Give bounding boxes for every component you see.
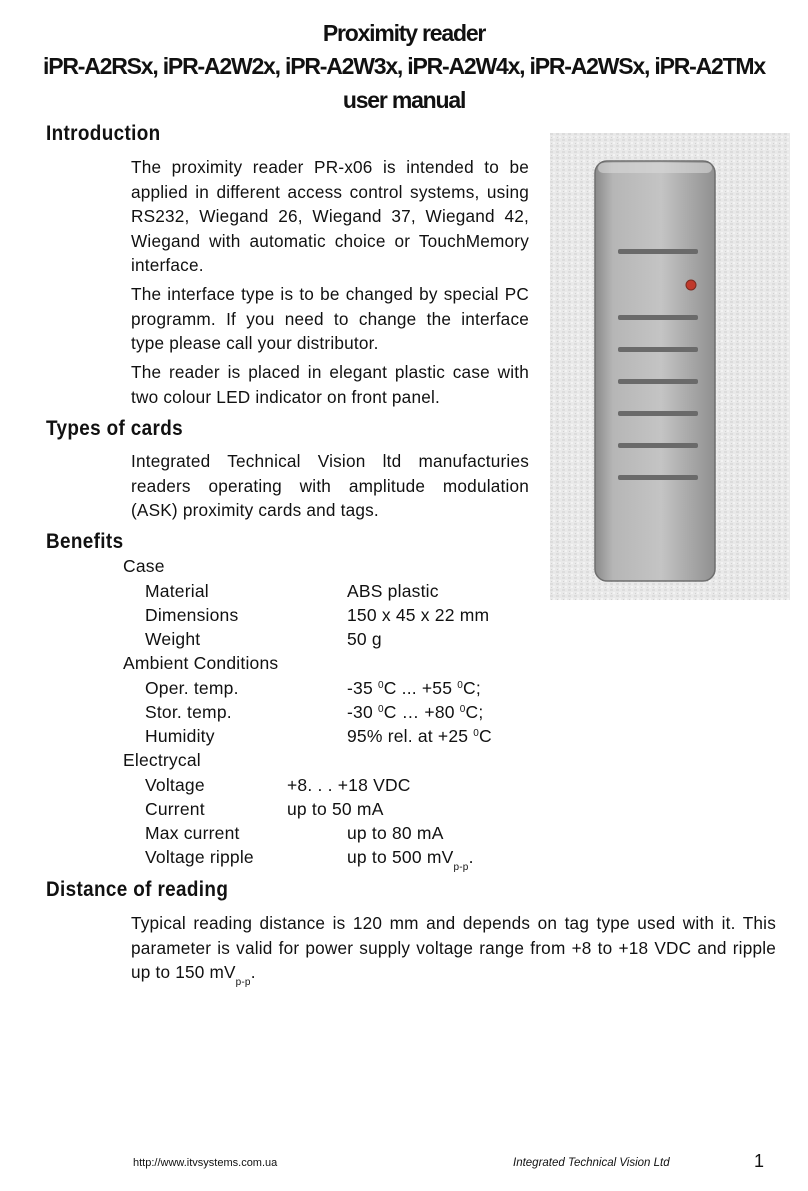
- spec-label-weight: Weight: [145, 629, 201, 649]
- spec-value-dimensions: 150 x 45 x 22 mm: [347, 605, 490, 625]
- heading-benefits: Benefits: [46, 530, 124, 553]
- spec-value-voltage: +8. . . +18 VDC: [287, 775, 411, 795]
- document-subtitle: user manual: [342, 87, 466, 113]
- spec-label-current: Current: [145, 799, 205, 819]
- spec-label-voltage: Voltage: [145, 775, 205, 795]
- footer-url[interactable]: http://www.itvsystems.com.ua: [133, 1157, 278, 1169]
- spec-value-stor-temp: -30 $^0$C … +80 $^0$C;: [347, 702, 484, 722]
- types-paragraph: Integrated Technical Vision ltd manufacturies readers operating with amplitude modulation (ASK) proximity cards and tags.: [131, 451, 529, 520]
- spec-value-current: up to 50 mA: [287, 799, 384, 819]
- spec-label-stor-temp: Stor. temp.: [145, 702, 232, 722]
- heading-types-of-cards: Types of cards: [46, 417, 184, 440]
- heading-distance-of-reading: Distance of reading: [46, 878, 229, 901]
- intro-paragraph-1: The proximity reader PR-x06 is intended to be applied in different access control systems, using RS232, Wiegand 26, Wiegand 37, Wiegand 42, Wiegand with automatic choice or TouchMemory interface.: [131, 157, 529, 275]
- footer-company: Integrated Technical Vision Ltd: [513, 1157, 670, 1169]
- spec-label-max-current: Max current: [145, 823, 240, 843]
- spec-label-humidity: Humidity: [145, 726, 215, 746]
- spec-group-ambient: Ambient Conditions: [123, 653, 279, 673]
- spec-value-material: ABS plastic: [347, 581, 439, 601]
- model-list: iPR-A2RSx, iPR-A2W2x, iPR-A2W3x, iPR-A2W4x, iPR-A2WSx, iPR-A2TMx: [43, 53, 765, 79]
- intro-paragraph-2: The interface type is to be changed by special PC programm. If you need to change the interface type please call your distributor.: [131, 284, 529, 353]
- spec-value-voltage-ripple: up to 500 $mV_{p-p}$.: [347, 847, 474, 873]
- spec-value-humidity: 95% rel. at +25 $^0$C: [347, 726, 492, 746]
- page-number: 1: [754, 1151, 765, 1171]
- spec-group-case: Case: [123, 556, 165, 576]
- spec-label-material: Material: [145, 581, 209, 601]
- distance-paragraph: Typical reading distance is 120 mm and depends on tag type used with it. This parameter is valid for power supply voltage range from +8 to +18 VDC and ripple up to 150 $mV_{p-p}$.: [131, 913, 776, 988]
- intro-paragraph-3: The reader is placed in elegant plastic case with two colour LED indicator on front panel.: [131, 362, 529, 407]
- document-title: Proximity reader: [322, 20, 486, 46]
- spec-value-weight: 50 g: [347, 629, 382, 649]
- led-indicator-icon: [686, 280, 696, 290]
- spec-label-dimensions: Dimensions: [145, 605, 239, 625]
- reader-photo: [550, 133, 790, 600]
- spec-label-oper-temp: Oper. temp.: [145, 678, 239, 698]
- spec-value-oper-temp: -35 $^0$C ... +55 $^0$C;: [347, 678, 481, 698]
- reader-body: [595, 161, 715, 581]
- spec-label-voltage-ripple: Voltage ripple: [145, 847, 254, 867]
- spec-group-electrical: Electrycal: [123, 750, 201, 770]
- heading-introduction: Introduction: [46, 122, 161, 145]
- spec-value-max-current: up to 80 mA: [347, 823, 444, 843]
